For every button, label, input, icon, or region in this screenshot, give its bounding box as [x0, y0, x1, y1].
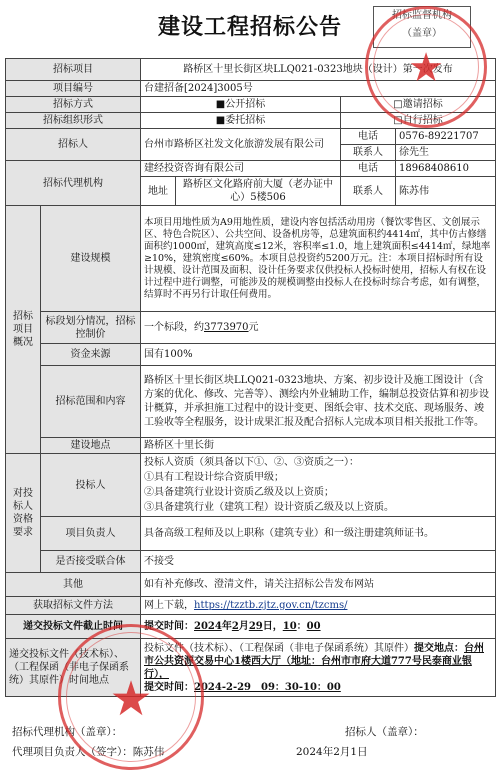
section-label: 标段划分情况，招标控制价 — [41, 312, 141, 344]
row-scale — [6, 206, 496, 312]
agent-address-label: 地址 — [141, 177, 176, 206]
row-tenderer-1 — [6, 129, 496, 145]
tenderer-phone-label: 电话 — [341, 129, 396, 145]
agent-name: 建经投资咨询有限公司 — [141, 161, 341, 177]
location-label: 建设地点 — [41, 438, 141, 454]
bidder-intro: 投标人资质（须具备以下①、②、③资质之一）： — [144, 457, 359, 468]
agent-phone-label: 电话 — [341, 161, 396, 177]
signer-line — [12, 744, 164, 759]
scope-value: 路桥区十里长街区块LLQ021-0323地块、方案、初步设计及施工图设计（含方案的优化、修改、完善等）、测绘内外业辅助工作，编制总投资估算和初步设计概算，并承担施工过程中的设计变更、图纸会审、技术交底、现场服务、竣工验收等全程服务，设计成果汇报及配合招标人完成本项目相关报批工作等。 — [141, 366, 496, 438]
row-other — [6, 573, 496, 597]
row-union — [6, 551, 496, 573]
row-location — [6, 438, 496, 454]
deadline-sep: ： — [296, 621, 307, 632]
project-value: 路桥区十里长街区块LLQ021-0323地块（设计）第一次发布 — [141, 59, 496, 81]
agency-seal-star-icon: ★ — [109, 671, 153, 727]
method-open-checkbox[interactable]: ■公开招标 — [141, 97, 341, 113]
submit-label: 递交投标文件（技术标）、（工程保函（非电子保函系统）其原件）时间地点 — [6, 639, 141, 697]
overview-label: 招标项目概况 — [6, 206, 41, 454]
row-bidder — [6, 454, 496, 517]
submit-docs: 投标文件（技术标）、（工程保函（非电子保函系统）其原件） — [144, 642, 414, 654]
deadline-hour: 10 — [282, 621, 297, 632]
row-submit — [6, 639, 496, 697]
bidder-requirements — [141, 454, 496, 517]
section-prefix: 一个标段，约 — [144, 322, 204, 333]
row-agent-1 — [6, 161, 496, 177]
number-label: 项目编号 — [6, 81, 141, 97]
other-value: 如有补充修改、澄清文件，请关注招标公告发布网站 — [141, 573, 496, 597]
row-method — [6, 97, 496, 113]
signer-label: 代理项目负责人（签字）： — [12, 746, 133, 758]
org-label: 招标组织形式 — [6, 113, 141, 129]
qualification-label: 对投标人资格要求 — [6, 454, 41, 573]
supervision-seal-note: （盖章） — [402, 28, 442, 39]
row-org — [6, 113, 496, 129]
union-value: 不接受 — [141, 551, 496, 573]
tenderer-label: 招标人 — [6, 129, 141, 161]
section-value — [141, 312, 496, 344]
number-value: 台建招备[2024]3005号 — [141, 81, 496, 97]
download-value — [141, 597, 496, 615]
submit-time-label: 提交时间： — [144, 681, 194, 693]
section-amount: 3773970 — [204, 322, 249, 333]
deadline-month-unit: 月 — [238, 621, 249, 632]
org-entrust-checkbox[interactable]: ■委托招标 — [141, 113, 341, 129]
deadline-month: 2 — [231, 621, 239, 632]
deadline-day-unit: 日， — [262, 621, 283, 632]
signer-name: 陈苏伟 — [132, 746, 165, 758]
org-self-checkbox[interactable]: □自行招标 — [341, 113, 496, 129]
row-download — [6, 597, 496, 615]
agent-contact-label: 联系人 — [341, 177, 396, 206]
fund-label: 资金来源 — [41, 344, 141, 366]
supervision-seal-label: 招标监督机构 — [392, 10, 452, 21]
deadline-year: 2024 — [194, 621, 222, 632]
notice-date: 2024年2月1日 — [296, 746, 368, 758]
row-deadline — [6, 615, 496, 639]
scale-label: 建设规模 — [41, 206, 141, 312]
fund-value: 国有100% — [141, 344, 496, 366]
method-invite-checkbox[interactable]: □邀请招标 — [341, 97, 496, 113]
row-manager — [6, 517, 496, 551]
supervision-seal-box — [373, 6, 471, 48]
submit-time: 2024-2-29 09：30-10：00 — [194, 681, 341, 693]
download-prefix: 网上下载， — [144, 600, 194, 611]
deadline-value — [141, 615, 496, 639]
scope-label: 招标范围和内容 — [41, 366, 141, 438]
tenderer-seal-star-icon: ★ — [408, 45, 444, 91]
method-label: 招标方式 — [6, 97, 141, 113]
row-fund — [6, 344, 496, 366]
row-number — [6, 81, 496, 97]
notice-table — [5, 58, 496, 697]
tenderer-phone: 0576-89221707 — [396, 129, 496, 145]
agent-phone: 18968408610 — [396, 161, 496, 177]
tenderer-contact-label: 联系人 — [341, 145, 396, 161]
agent-contact: 陈苏伟 — [396, 177, 496, 206]
manager-value: 具备高级工程师及以上职称（建筑专业）和一级注册建筑师证书。 — [141, 517, 496, 551]
submit-value — [141, 639, 496, 697]
submit-place: 台州市公共资源交易中心1楼西大厅（地址：台州市市府大道777号民泰商业银行）， — [144, 642, 484, 680]
agency-seal-label: 招标代理机构（盖章）： — [12, 726, 123, 738]
project-label: 招标项目 — [6, 59, 141, 81]
deadline-year-unit: 年 — [221, 621, 232, 632]
agent-label: 招标代理机构 — [6, 161, 141, 206]
deadline-day: 29 — [248, 621, 263, 632]
location-value: 路桥区十里长街 — [141, 438, 496, 454]
download-link[interactable]: https://tzztb.zjtz.gov.cn/tzcms/ — [194, 600, 348, 611]
deadline-minute: 00 — [306, 621, 321, 632]
union-label: 是否接受联合体 — [41, 551, 141, 573]
scale-value: 本项目用地性质为A9用地性质，建设内容包括活动用房（餐饮零售区、文创展示区、特色合院区）、公共空间、设备机房等，总建筑面积约4414㎡，其中仿古修缮面积约1000㎡，建筑高度≤12米，容积率≤1.0，地上建筑面积≤4414㎡，绿地率≥10%，建筑密度≤60%。本项目总投资约5200万元。注：本项目招标时所有设计规模、设计范围及面积、设计任务要求仅供投标人投标时使用，招标人有权在设计过程中进行调整，可能涉及的规模调整由投标人在投标时综合考虑，如有调整，结算时不再另行计取任何费用。 — [141, 206, 496, 312]
deadline-prefix: 提交时间： — [144, 621, 194, 632]
submit-place-label: 提交地点： — [414, 642, 464, 654]
tenderer-seal-label: 招标人（盖章）： — [345, 726, 424, 738]
agent-address: 路桥区文化路府前大厦（老办证中心）5楼506 — [176, 177, 341, 206]
bidder-label: 投标人 — [41, 454, 141, 517]
row-scope — [6, 366, 496, 438]
bidder-q1: ①具有工程设计综合资质甲级； — [144, 472, 284, 483]
deadline-label: 递交投标文件截止时间 — [6, 615, 141, 639]
row-project — [6, 59, 496, 81]
section-unit: 元 — [248, 322, 259, 333]
bidder-q3: ③具备建筑行业（建筑工程）设计资质乙级及以上资质。 — [144, 502, 394, 513]
page-title: 建设工程招标公告 — [157, 15, 342, 40]
tenderer-name: 台州市路桥区社发文化旅游发展有限公司 — [141, 129, 341, 161]
other-label: 其他 — [6, 573, 141, 597]
manager-label: 项目负责人 — [41, 517, 141, 551]
tenderer-contact: 徐先生 — [396, 145, 496, 161]
bidder-q2: ②具备建筑行业设计资质乙级及以上资质； — [144, 487, 334, 498]
row-section — [6, 312, 496, 344]
download-label: 获取招标文件方法 — [6, 597, 141, 615]
